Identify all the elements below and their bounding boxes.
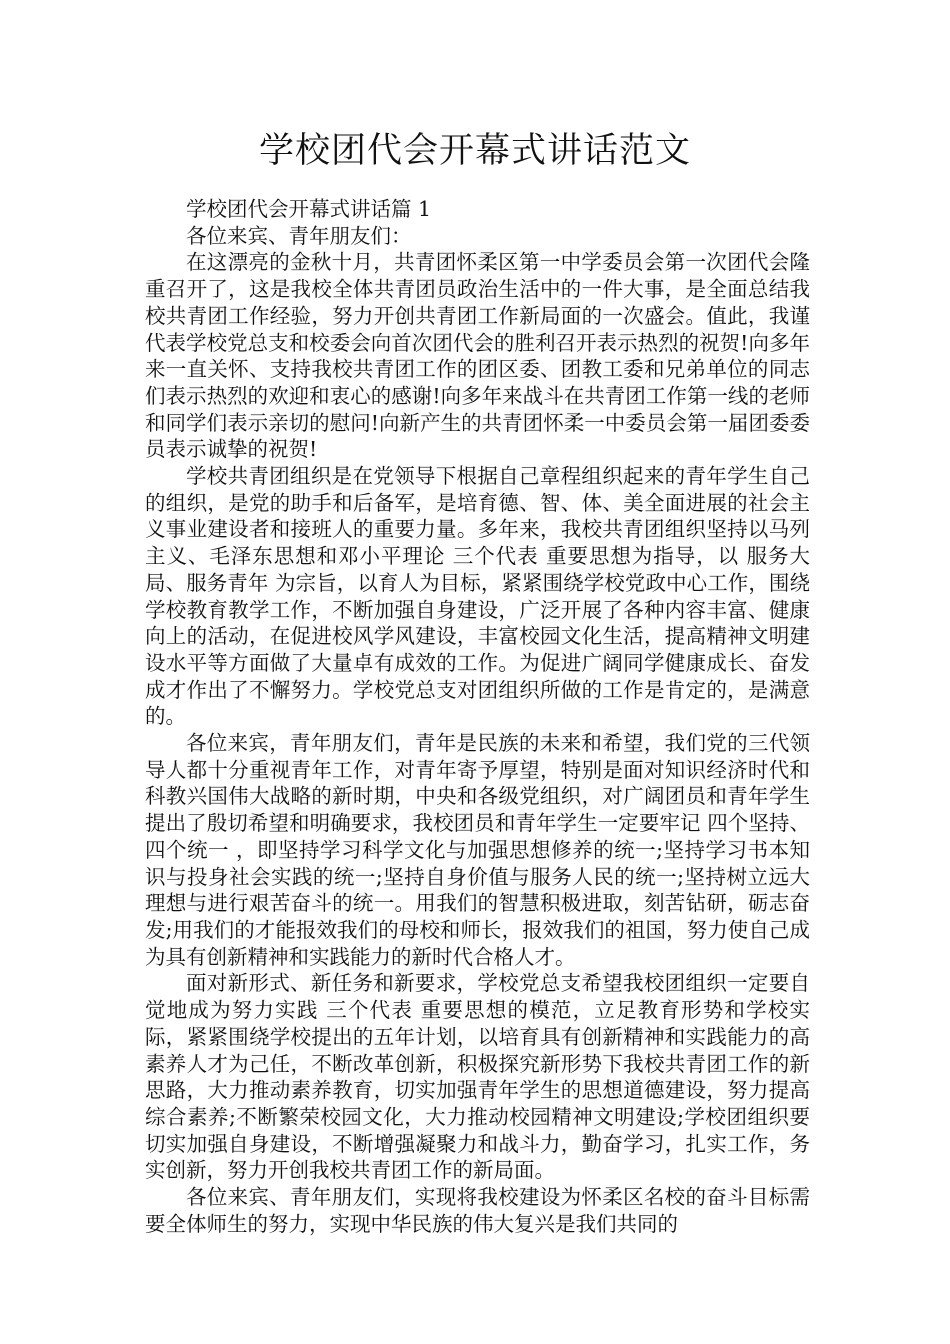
paragraph-2: 学校共青团组织是在党领导下根据自己章程组织起来的青年学生自己的组织，是党的助手和后备军，是培育德、智、体、美全面进展的社会主义事业建设者和接班人的重要力量。多年来，我校共青团组织坚持以马列主义、毛泽东思想和邓小平理论 三个代表 重要思想为指导，以 服务大局、服务青年 为宗旨，以育人为目标，紧紧围绕学校党政中心工作，围绕学校教育教学工作，不断加强自身建设，广泛开展了各种内容丰富、健康向上的活动，在促进校风学风建设，丰富校园文化生活，提高精神文明建设水平等方面做了大量卓有成效的工作。为促进广阔同学健康成长、奋发成才作出了不懈努力。学校党总支对团组织所做的工作是肯定的，是满意的。 bbox=[145, 464, 810, 729]
paragraph-3: 各位来宾，青年朋友们，青年是民族的未来和希望，我们党的三代领导人都十分重视青年工作，对青年寄予厚望，特别是面对知识经济时代和科教兴国伟大战略的新时期，中央和各级党组织，对广阔团员和青年学生提出了殷切希望和明确要求，我校团员和青年学生一定要牢记 四个坚持、四个统一 ，即坚持学习科学文化与加强思想修养的统一;坚持学习书本知识与投身社会实践的统一;坚持自身价值与服务人民的统一;坚持树立远大理想与进行艰苦奋斗的统一。用我们的智慧积极进取，刻苦钻研，砺志奋发;用我们的才能报效我们的母校和师长，报效我们的祖国，努力使自己成为具有创新精神和实践能力的新时代合格人才。 bbox=[145, 731, 810, 969]
document-body bbox=[145, 196, 810, 1237]
salutation: 各位来宾、青年朋友们： bbox=[186, 223, 412, 248]
paragraph-5: 各位来宾、青年朋友们，实现将我校建设为怀柔区名校的奋斗目标需要全体师生的努力，实现中华民族的伟大复兴是我们共同的 bbox=[145, 1185, 810, 1236]
paragraph-1: 在这漂亮的金秋十月，共青团怀柔区第一中学委员会第一次团代会隆重召开了，这是我校全体共青团员政治生活中的一件大事，是全面总结我校共青团工作经验，努力开创共青团工作新局面的一次盛会。值此，我谨代表学校党总支和校委会向首次团代会的胜利召开表示热烈的祝贺!向多年来一直关怀、支持我校共青团工作的团区委、团教工委和兄弟单位的同志们表示热烈的欢迎和衷心的感谢!向多年来战斗在共青团工作第一线的老师和同学们表示亲切的慰问!向新产生的共青团怀柔一中委员会第一届团委委员表示诚挚的祝贺! bbox=[145, 250, 810, 462]
paragraph-4: 面对新形式、新任务和新要求，学校党总支希望我校团组织一定要自觉地成为努力实践 三个代表 重要思想的模范，立足教育形势和学校实际，紧紧围绕学校提出的五年计划，以培育具有创新精神和实践能力的高素养人才为己任，不断改革创新，积极探究新形势下我校共青团工作的新思路，大力推动素养教育，切实加强青年学生的思想道德建设，努力提高综合素养;不断繁荣校园文化，大力推动校园精神文明建设;学校团组织要切实加强自身建设，不断增强凝聚力和战斗力，勤奋学习，扎实工作，务实创新，努力开创我校共青团工作的新局面。 bbox=[145, 971, 810, 1183]
document-title: 学校团代会开幕式讲话范文 bbox=[258, 131, 691, 171]
document-subtitle: 学校团代会开幕式讲话篇 1 bbox=[186, 197, 432, 221]
